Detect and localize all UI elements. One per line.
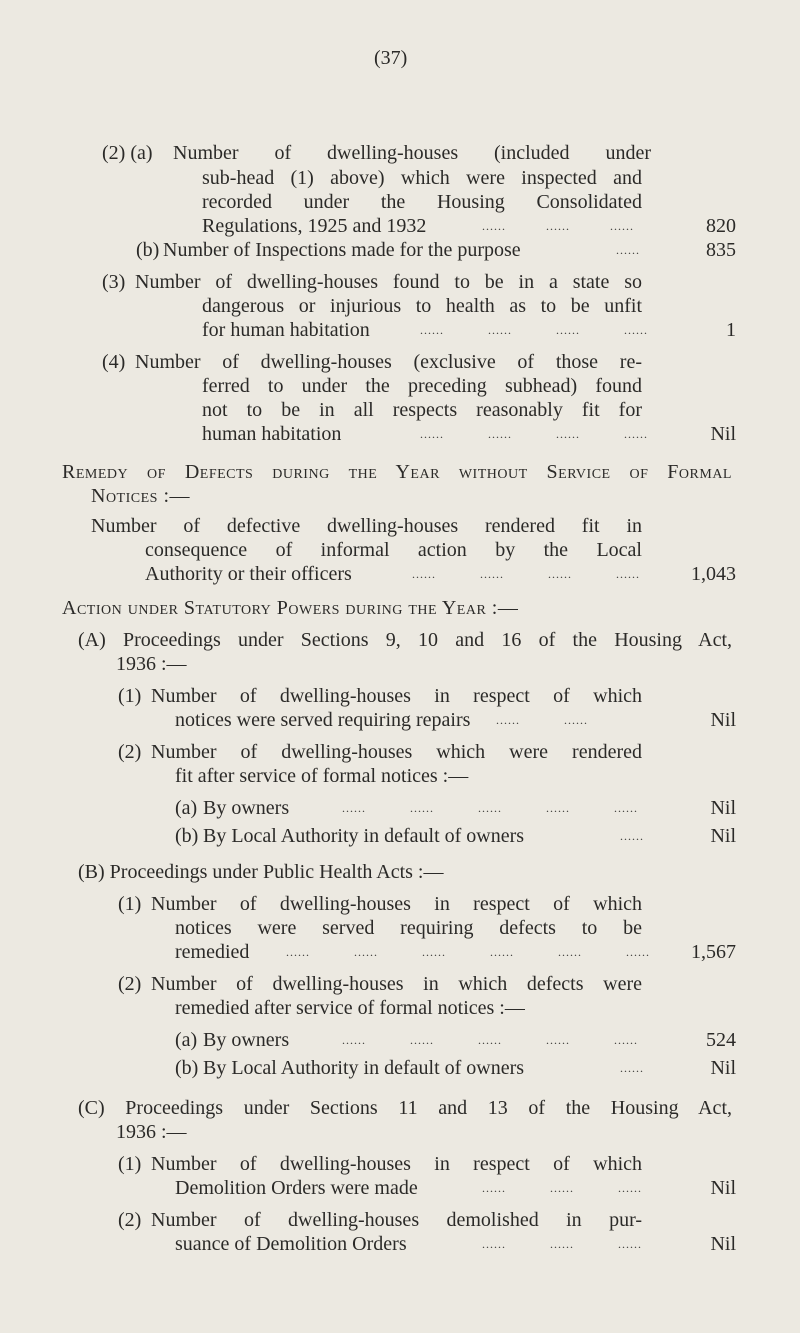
dot-leader: ...... ...... ...... [482, 1181, 642, 1195]
dot-leader: ...... ...... ...... ...... [420, 427, 648, 441]
item-4-line: human habitation [202, 423, 342, 445]
section-c-item-1-line: Demolition Orders were made [175, 1177, 418, 1199]
remedy-line: consequence of informal action by the Local [145, 539, 642, 561]
item-2a-line: sub-head (1) above) which were inspected and [202, 167, 642, 189]
action-heading: Action under Statutory Powers during the Year :— [62, 597, 519, 619]
dot-leader: ...... ...... ...... ...... ...... [342, 801, 638, 815]
dot-leader: ...... ...... ...... [482, 219, 634, 233]
section-c-item-1-label: (1) [118, 1153, 142, 1175]
dot-leader: ...... ...... ...... [482, 1237, 642, 1251]
item-3-label: (3) [102, 271, 126, 293]
section-b-item-1-line: Number of dwelling-houses in respect of which [151, 893, 642, 915]
section-b-item-2-label: (2) [118, 973, 142, 995]
section-c-item-2-line: Number of dwelling-houses demolished in pur- [151, 1209, 642, 1231]
section-c-item-1-value: Nil [710, 1177, 736, 1199]
section-a-item-2-line: fit after service of formal notices :— [175, 765, 469, 787]
item-2a-line: Regulations, 1925 and 1932 [202, 215, 427, 237]
section-c-item-2-label: (2) [118, 1209, 142, 1231]
section-a-item-1-line: notices were served requiring repairs [175, 709, 471, 731]
item-3-line: dangerous or injurious to health as to be unfit [202, 295, 642, 317]
remedy-line: Authority or their officers [145, 563, 352, 585]
section-b-sub-b-value: Nil [710, 1057, 736, 1079]
dot-leader: ...... ...... [496, 713, 588, 727]
section-b-heading: (B) Proceedings under Public Health Acts :— [78, 861, 444, 883]
dot-leader: ...... ...... ...... ...... [420, 323, 648, 337]
section-c-heading: 1936 :— [116, 1121, 187, 1143]
item-2b-line: Number of Inspections made for the purpose [163, 239, 521, 261]
dot-leader: ...... [620, 1061, 644, 1075]
item-3-line: for human habitation [202, 319, 370, 341]
dot-leader: ...... ...... ...... ...... ...... ...... [286, 945, 650, 959]
section-a-item-2-line: Number of dwelling-houses which were rendered [151, 741, 642, 763]
section-a-sub-b-text: By Local Authority in default of owners [203, 825, 525, 847]
remedy-line: Number of defective dwelling-houses rendered fit in [91, 515, 642, 537]
page-number: (37) [374, 47, 408, 69]
dot-leader: ...... [616, 243, 640, 257]
section-a-sub-b-label: (b) [175, 825, 199, 847]
section-b-item-2-line: Number of dwelling-houses in which defects were [151, 973, 642, 995]
section-b-item-2-line: remedied after service of formal notices :— [175, 997, 525, 1019]
section-a-sub-a-text: By owners [203, 797, 290, 819]
item-2b-value: 835 [706, 239, 736, 261]
remedy-heading: Notices :— [91, 485, 190, 507]
section-a-sub-a-label: (a) [175, 797, 198, 819]
section-a-item-1-value: Nil [710, 709, 736, 731]
section-c-item-2-line: suance of Demolition Orders [175, 1233, 407, 1255]
item-4-line: Number of dwelling-houses (exclusive of those re- [135, 351, 642, 373]
section-b-item-1-line: remedied [175, 941, 250, 963]
item-4-label: (4) [102, 351, 126, 373]
section-a-item-1-line: Number of dwelling-houses in respect of which [151, 685, 642, 707]
section-a-heading: (A) Proceedings under Sections 9, 10 and 16 of the Housing Act, [78, 629, 732, 651]
section-b-sub-a-text: By owners [203, 1029, 290, 1051]
section-b-sub-a-value: 524 [706, 1029, 736, 1051]
section-b-sub-b-text: By Local Authority in default of owners [203, 1057, 525, 1079]
item-4-line: ferred to under the preceding subhead) found [202, 375, 642, 397]
item-4-value: Nil [710, 423, 736, 445]
section-b-item-1-label: (1) [118, 893, 142, 915]
section-b-item-1-value: 1,567 [691, 941, 736, 963]
section-c-item-1-line: Number of dwelling-houses in respect of which [151, 1153, 642, 1175]
section-b-item-1-line: notices were served requiring defects to be [175, 917, 642, 939]
item-3-value: 1 [726, 319, 736, 341]
section-b-sub-b-label: (b) [175, 1057, 199, 1079]
section-a-sub-a-value: Nil [710, 797, 736, 819]
section-a-heading: 1936 :— [116, 653, 187, 675]
dot-leader: ...... ...... ...... ...... [412, 567, 640, 581]
remedy-heading: Remedy of Defects during the Year without Service of Formal [62, 461, 732, 483]
item-4-line: not to be in all respects reasonably fit for [202, 399, 642, 421]
section-a-item-2-label: (2) [118, 741, 142, 763]
section-b-sub-a-label: (a) [175, 1029, 198, 1051]
item-2a-line: Number of dwelling-houses (included under [173, 142, 651, 164]
section-a-item-1-label: (1) [118, 685, 142, 707]
section-c-heading: (C) Proceedings under Sections 11 and 13 of the Housing Act, [78, 1097, 732, 1119]
item-3-line: Number of dwelling-houses found to be in a state so [135, 271, 642, 293]
item-2b-label: (b) [136, 239, 160, 261]
item-2a-line: recorded under the Housing Consolidated [202, 191, 642, 213]
dot-leader: ...... [620, 829, 644, 843]
remedy-value: 1,043 [691, 563, 736, 585]
dot-leader: ...... ...... ...... ...... ...... [342, 1033, 638, 1047]
item-2a-value: 820 [706, 215, 736, 237]
section-c-item-2-value: Nil [710, 1233, 736, 1255]
section-a-sub-b-value: Nil [710, 825, 736, 847]
item-2a-label: (2) (a) [102, 142, 153, 164]
